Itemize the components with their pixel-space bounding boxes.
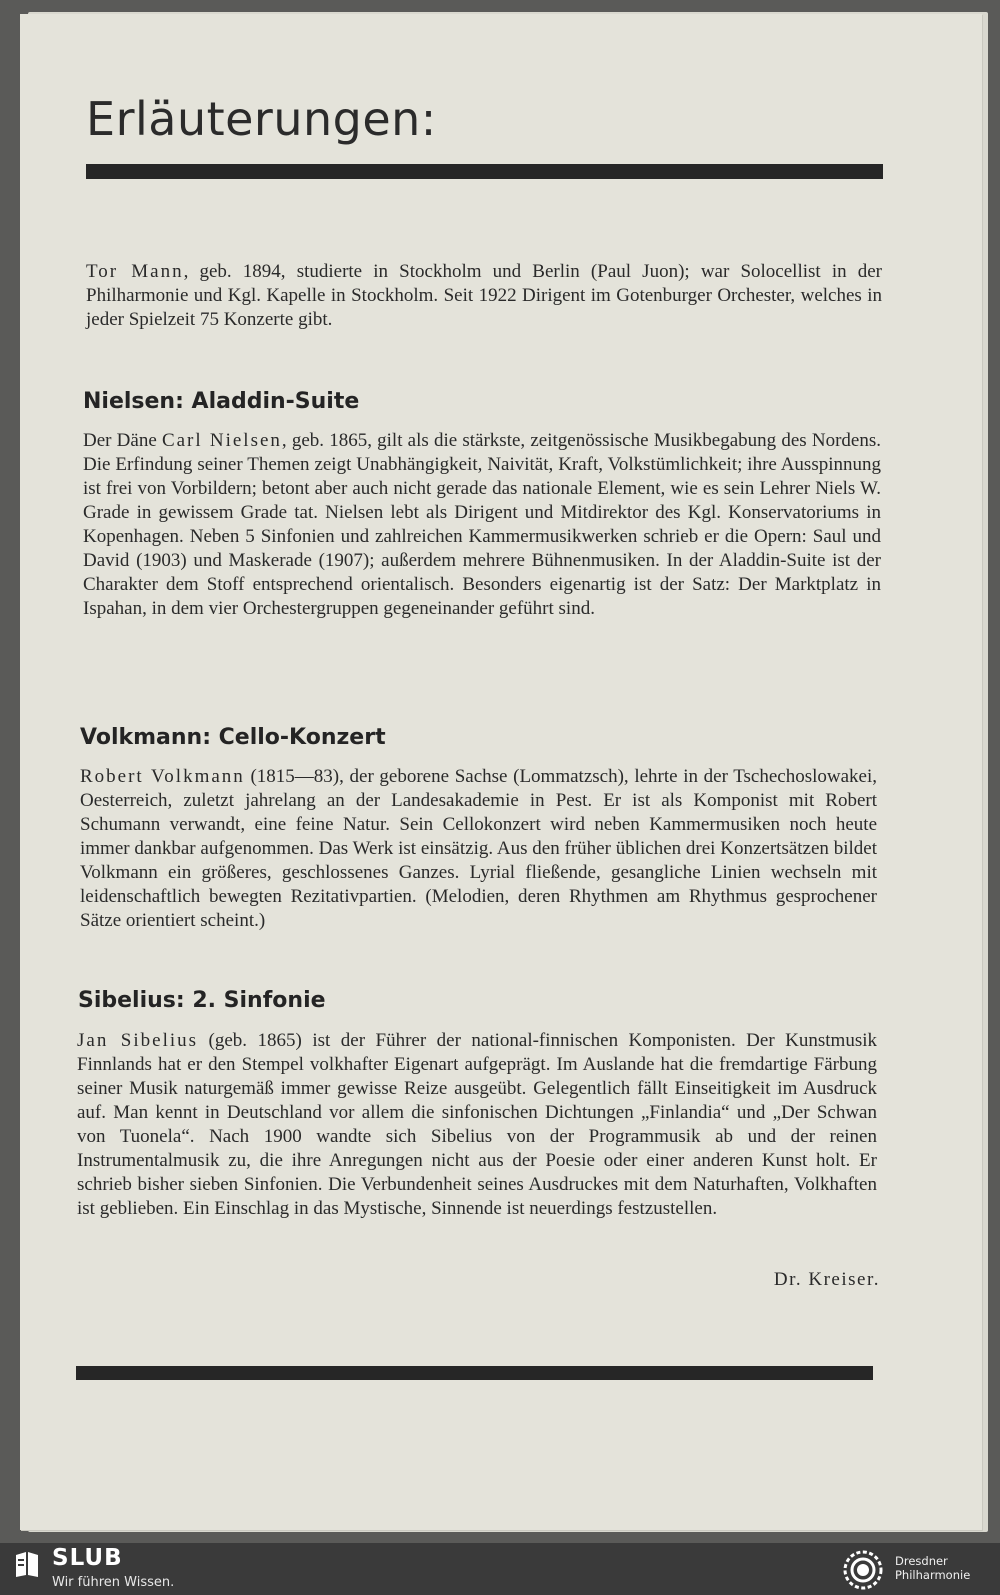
library-tagline: Wir führen Wissen. — [52, 1575, 175, 1590]
section-heading-nielsen: Nielsen: Aladdin-Suite — [83, 389, 360, 414]
section-body: (geb. 1865) ist der Führer der national-finnischen Komponisten. Der Kunstmusik Finnlands hat er den Stempel volkhafter Eigenart aufgeprägt. Im Auslande hat die fremdartige Färbung seiner Musik naturgemäß immer gewisse Reize ausgeübt. Gelegentlich fällt Einseitigkeit im Ausdruck auf. Man kennt in Deutschland vor allem die sinfonischen Dichtungen „Finlandia“ und „Der Schwan von Tuonela“. Nach 1900 wandte sich Sibelius von der Programmusik ab und der reinen Instrumentalmusik zu, die ihre Anregungen nicht aus der Poesie oder einer anderen Kunst holt. Er schrieb bisher sieben Sinfonien. Die Verbundenheit seines Ausdruckes mit dem Naturhaften, Volkhaften ist geblieben. Ein Einschlag in das Mystische, Sinnende ist neuerdings festzustellen. — [77, 1030, 877, 1219]
conductor-name: Tor Mann — [86, 261, 184, 282]
orchestra-logo-icon — [840, 1547, 886, 1593]
top-rule — [86, 164, 883, 179]
book-icon — [12, 1549, 42, 1579]
section-text-nielsen — [83, 429, 881, 621]
section-heading-volkmann: Volkmann: Cello-Konzert — [80, 725, 386, 750]
section-text-volkmann — [80, 765, 877, 933]
intro-paragraph — [86, 260, 882, 332]
intro-text: , geb. 1894, studierte in Stockholm und Berlin (Paul Juon); war Solocellist in der Philharmonie und Kgl. Kapelle in Stockholm. Seit 1922 Dirigent im Gotenburger Orchester, welches in jeder Spielzeit 75 Konzerte gibt. — [86, 261, 882, 330]
orchestra-name[interactable] — [895, 1554, 995, 1582]
composer-name-nielsen: Carl Nielsen — [161, 430, 282, 451]
viewer-footer — [0, 1543, 1000, 1595]
section-body: (1815—83), der geborene Sachse (Lommatzsch), lehrte in der Tschechoslowakei, Oesterreich, zuletzt jahrelang an der Landesakademie in Pest. Er ist als Komponist mit Robert Schumann verwandt, eine feine Natur. Sein Cellokonzert wird neben Kammermusiken noch heute immer dankbar aufgenommen. Das Werk ist einsätzig. Aus den früher üblichen drei Konzertsätzen bildet Volkmann ein größeres, geschlossenes Ganzes. Lyrial fließende, gesangliche Linien wechseln mit leidenschaftlich bewegten Rezitativpartien. (Melodien, deren Rhythmen am Rhythmus gesprochener Sätze orientiert scheint.) — [80, 766, 877, 931]
section-lead: Der Däne — [83, 430, 162, 451]
composer-name-volkmann: Robert Volkmann — [80, 766, 245, 787]
author-signature: Dr. Kreiser. — [773, 1269, 880, 1290]
section-body: , geb. 1865, gilt als die stärkste, zeitgenössische Musikbegabung des Nordens. Die Erfindung seiner Themen zeigt Unabhängigkeit, Naivität, Kraft, Volkstümlichkeit; ihre Ausspinnung ist frei von Vorbildern; betont aber auch nicht gerade das nationale Element, wie es sein Lehrer Niels W. Grade in gewissem Grade tat. Nielsen lebt als Dirigent und Mitdirektor des Kgl. Konservatoriums in Kopenhagen. Neben 5 Sinfonien und zahlreichen Kammermusikwerken schrieb er die Opern: Saul und David (1903) und Maskerade (1907); außerdem mehrere Bühnenmusiken. In der Aladdin-Suite ist der Charakter dem Stoff entsprechend orientalisch. Besonders eigenartig ist der Satz: Der Marktplatz in Ispahan, in dem vier Orchestergruppen gegeneinander geführt sind. — [83, 430, 881, 619]
library-logo-text[interactable]: SLUB — [52, 1545, 123, 1571]
orchestra-name-line1: Dresdner — [895, 1554, 948, 1568]
program-page — [20, 14, 982, 1530]
section-text-sibelius — [77, 1029, 877, 1221]
orchestra-name-line2: Philharmonie — [895, 1568, 971, 1582]
page-title: Erläuterungen: — [86, 92, 437, 146]
section-heading-sibelius: Sibelius: 2. Sinfonie — [78, 988, 326, 1013]
bottom-rule — [76, 1366, 873, 1380]
composer-name-sibelius: Jan Sibelius — [77, 1030, 199, 1051]
